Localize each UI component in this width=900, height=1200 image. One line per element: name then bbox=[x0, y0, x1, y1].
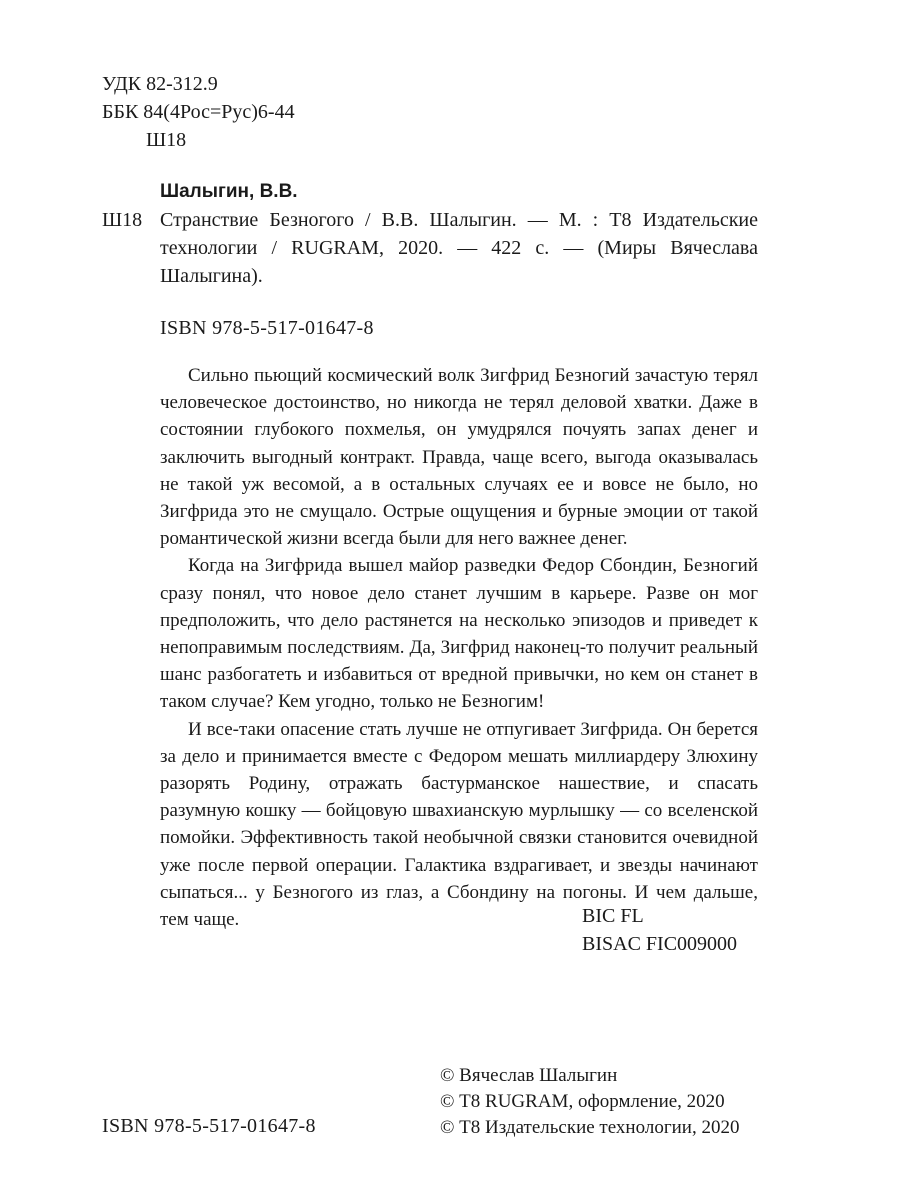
copyright-line: © Т8 RUGRAM, оформление, 2020 bbox=[440, 1091, 725, 1112]
author-heading: Шалыгин, В.В. bbox=[160, 181, 298, 202]
bisac-code: BISAC FIC009000 bbox=[582, 933, 738, 955]
annotation-paragraph: Сильно пьющий космический волк Зигфрид Безногий зачастую терял человеческое достоинство, но никогда не терял деловой хватки. Даже в состоянии глубокого похмелья, он умудрялся почуять запах денег и заключить выгодный контракт. Правда, чаще всего, выгода оказывалась не такой уж весомой, а в остальных случаях ее и вовсе не было, но Зигфрида это не смущало. Острые ощущения и бурные эмоции от такой романтической жизни всегда были для него важнее денег. bbox=[160, 365, 758, 550]
author-sign-code-side: Ш18 bbox=[102, 209, 143, 231]
udk-code: УДК 82-312.9 bbox=[102, 73, 218, 95]
bbk-code: ББК 84(4Рос=Рус)6-44 bbox=[102, 101, 295, 123]
copyright-line: © Т8 Издательские технологии, 2020 bbox=[440, 1117, 740, 1138]
bic-code: BIC FL bbox=[582, 905, 644, 927]
isbn-record: ISBN 978-5-517-01647-8 bbox=[160, 317, 374, 339]
annotation-paragraph: И все-таки опасение стать лучше не отпугивает Зигфрида. Он берется за дело и принимается вместе с Федором мешать миллиардеру Злюхину разорять Родину, отражать бастурманское нашествие, и спасать разумную кошку — бойцовую швахианскую мурлышку — со вселенской помойки. Эффективность такой необычной связки становится очевидной уже после первой операции. Галактика вздрагивает, и звезды начинают сыпаться... у Безногого из глаз, а Сбондину на погоны. И чем дальше, тем чаще. bbox=[160, 718, 758, 931]
copyright-line: © Вячеслав Шалыгин bbox=[440, 1065, 618, 1086]
annotation bbox=[160, 362, 758, 933]
isbn-footer: ISBN 978-5-517-01647-8 bbox=[102, 1115, 316, 1137]
annotation-paragraph: Когда на Зигфрида вышел майор разведки Федор Сбондин, Безногий сразу понял, что новое дело станет лучшим в карьере. Разве он мог предположить, что дело растянется на несколько эпизодов и приведет к непоправимым последствиям. Да, Зигфрид наконец-то получит реальный шанс разбогатеть и избавиться от вредной привычки, но кем он станет в таком случае? Кем угодно, только не Безногим! bbox=[160, 555, 758, 713]
bibliographic-description: Странствие Безногого / В.В. Шалыгин. — М. : Т8 Издательские технологии / RUGRAM, 2020. — 422 с. — (Миры Вячеслава Шалыгина). bbox=[160, 209, 758, 287]
author-sign-code: Ш18 bbox=[146, 129, 187, 151]
